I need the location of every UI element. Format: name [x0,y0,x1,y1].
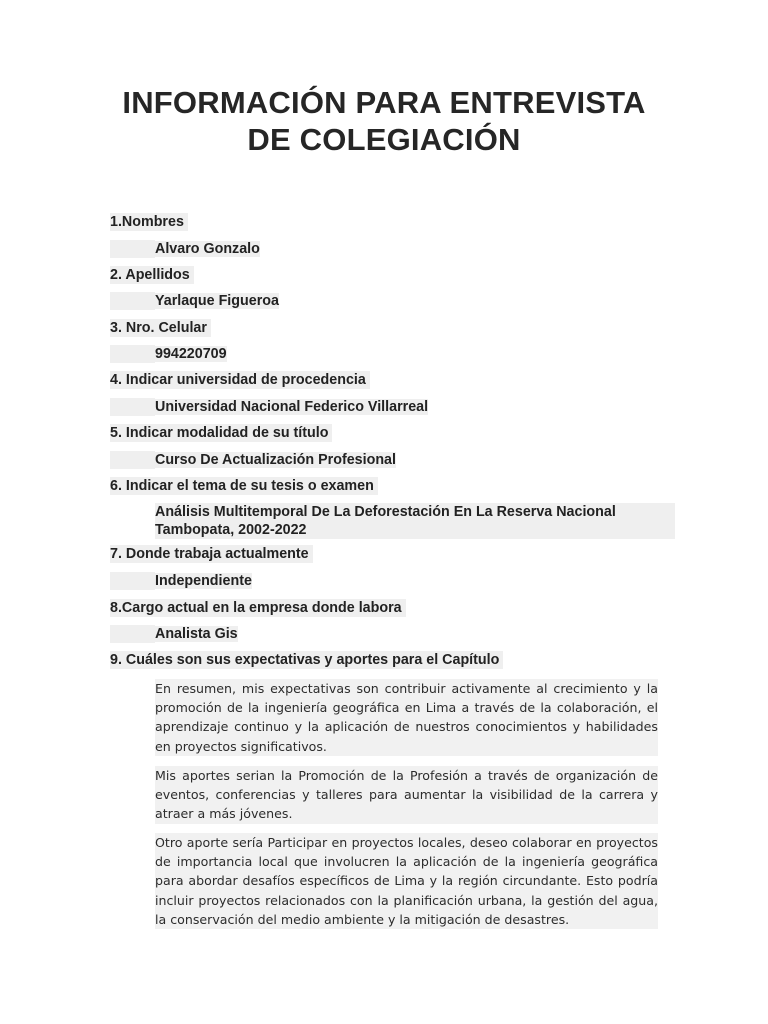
expectations-paragraph-3: Otro aporte sería Participar en proyectos locales, deseo colaborar en proyectos de importancia local que involucren la aplicación de la ingeniería geográfica para abordar desafíos específicos de Lima y la región circundante. Esto podría incluir proyectos relacionados con la planificación urbana, la gestión del agua, la conservación del medio ambiente y la mitigación de desastres. [155,833,658,929]
title-line-1: INFORMACIÓN PARA ENTREVISTA [122,85,646,120]
answer-text: Curso De Actualización Profesional [155,452,396,468]
answer-cargo [110,625,238,643]
answer-apellidos [110,292,279,310]
question-apellidos: 2. Apellidos [110,266,194,284]
expectations-paragraph-1: En resumen, mis expectativas son contribuir activamente al crecimiento y la promoción de la ingeniería geográfica en Lima a través de la colaboración, el aprendizaje continuo y la aplicación de nuestros conocimientos y habilidades en proyectos significativos. [155,679,658,756]
question-trabajo: 7. Donde trabaja actualmente [110,545,313,563]
answer-text: 994220709 [155,346,227,362]
question-nombres: 1.Nombres [110,213,188,231]
question-tesis: 6. Indicar el tema de su tesis o examen [110,477,378,495]
title-line-2: DE COLEGIACIÓN [247,122,521,157]
question-universidad: 4. Indicar universidad de procedencia [110,371,370,389]
answer-modalidad [110,451,396,469]
answer-text: Analista Gis [155,626,238,642]
question-expectativas: 9. Cuáles son sus expectativas y aportes para el Capítulo [110,651,503,669]
answer-text: Yarlaque Figueroa [155,293,279,309]
question-modalidad: 5. Indicar modalidad de su título [110,424,332,442]
answer-text: Alvaro Gonzalo [155,241,260,257]
answer-tesis [155,503,675,539]
answer-nombres [110,240,260,258]
answer-text: Universidad Nacional Federico Villarreal [155,399,429,415]
answer-trabajo [110,572,252,590]
expectations-paragraph-2: Mis aportes serian la Promoción de la Profesión a través de organización de eventos, conferencias y talleres para aumentar la visibilidad de la carrera y atraer a más jóvenes. [155,766,658,824]
answer-text: Análisis Multitemporal De La Deforestación En La Reserva Nacional Tambopata, 2002-2022 [155,503,675,539]
answer-universidad [110,398,428,416]
question-cargo: 8.Cargo actual en la empresa donde labora [110,599,406,617]
question-celular: 3. Nro. Celular [110,319,211,337]
answer-celular [110,345,227,363]
answer-text: Independiente [155,573,252,589]
document-title [0,84,768,158]
